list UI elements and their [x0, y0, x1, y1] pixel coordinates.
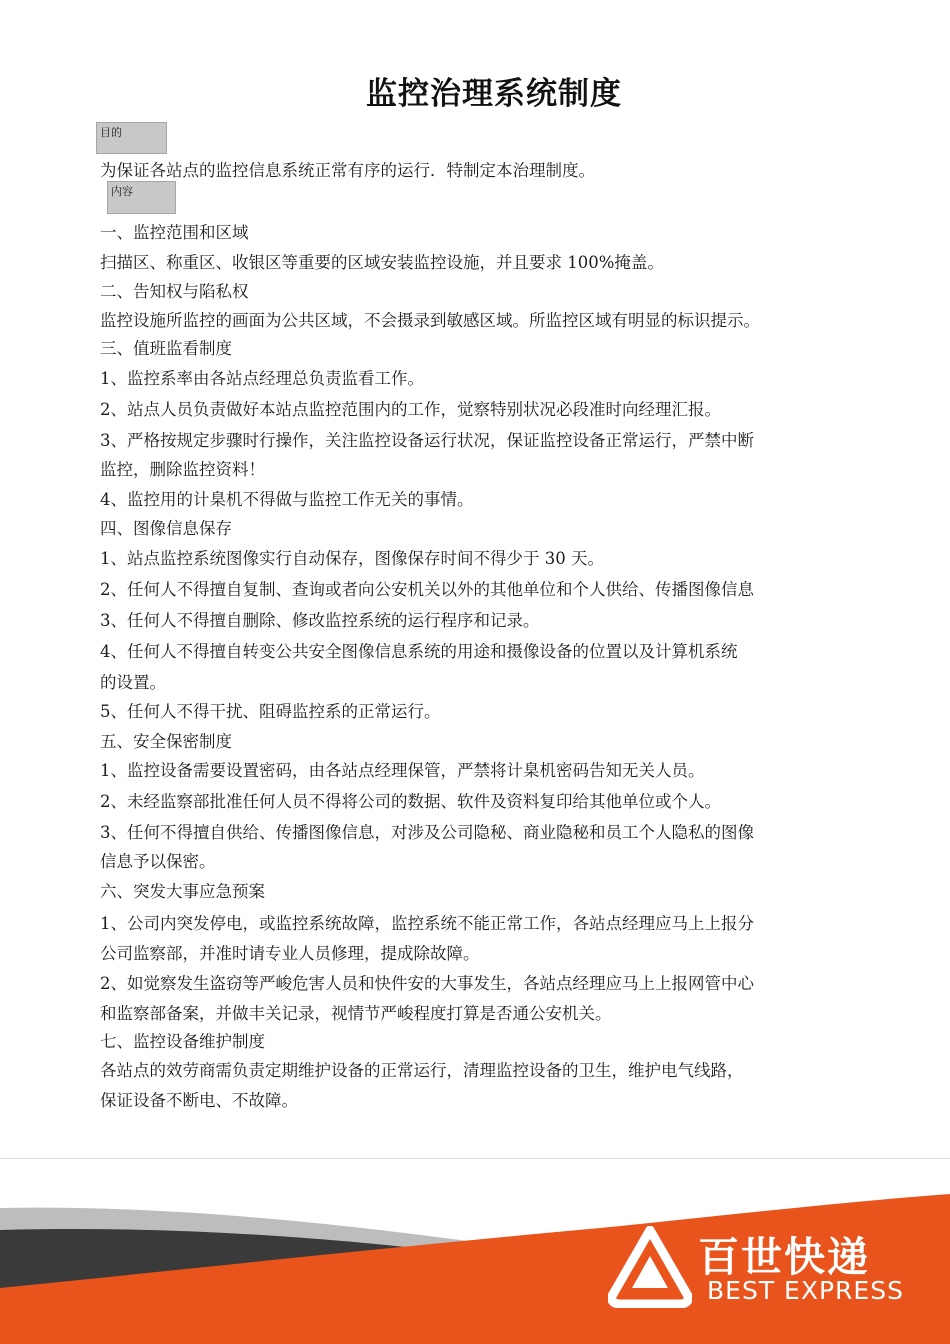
body-line: 1、监控系率由各站点经理总负责监看工作。 [100, 369, 424, 388]
brand-name-en: BEST EXPRESS [707, 1276, 904, 1305]
body-line: 为保证各站点的监控信息系统正常有序的运行．特制定本治理制度。 [100, 161, 595, 180]
section-heading: 五、安全保密制度 [100, 732, 232, 751]
body-line: 3、任何人不得擅自删除、修改监控系统的运行程序和记录。 [100, 611, 540, 630]
body-line: 信息予以保密。 [100, 852, 216, 871]
body-line: 各站点的效劳商需负责定期维护设备的正常运行，清理监控设备的卫生，维护电气线路， [100, 1061, 744, 1080]
body-line: 2、任何人不得擅自复制、查询或者向公安机关以外的其他单位和个人供给、传播图像信息 [100, 580, 754, 599]
section-heading: 一、监控范围和区域 [100, 223, 249, 242]
body-line: 扫描区、称重区、收银区等重要的区域安装监控设施，并且要求 100%掩盖。 [100, 253, 664, 272]
section-heading: 六、突发大事应急预案 [100, 882, 265, 901]
section-heading: 二、告知权与陷私权 [100, 282, 249, 301]
body-line: 1、公司内突发停电，或监控系统故障，监控系统不能正常工作，各站点经理应马上上报分 [100, 914, 754, 933]
body-line: 4、任何人不得擅自转变公共安全图像信息系统的用途和摄像设备的位置以及计算机系统 [100, 642, 738, 661]
body-line: 2、未经监察部批准任何人员不得将公司的数据、软件及资料复印给其他单位或个人。 [100, 792, 721, 811]
body-line: 4、监控用的计臬机不得做与监控工作无关的事情。 [100, 490, 474, 509]
body-line: 2、如觉察发生盗窃等严峻危害人员和快件安的大事发生，各站点经理应马上上报网管中心 [100, 974, 754, 993]
body-line: 保证设备不断电、不故障。 [100, 1091, 298, 1110]
footer-divider [0, 1158, 950, 1159]
document-title: 监控治理系统制度 [366, 76, 622, 112]
purpose-tag: 目的 [96, 122, 167, 154]
body-line: 2、站点人员负责做好本站点监控范围内的工作，觉察特别状况必段准时向经理汇报。 [100, 400, 721, 419]
body-line: 5、任何人不得干扰、阻碍监控系的正常运行。 [100, 702, 441, 721]
registered-mark: ® [682, 1292, 692, 1303]
body-line: 监控设施所监控的画面为公共区域，不会摄录到敏感区域。所监控区域有明显的标识提示。 [100, 311, 760, 330]
body-line: 和监察部备案，并做丰关记录，视情节严峻程度打算是否通公安机关。 [100, 1004, 612, 1023]
section-heading: 七、监控设备维护制度 [100, 1032, 265, 1051]
section-heading: 三、值班监看制度 [100, 339, 232, 358]
best-express-logo-icon [608, 1226, 692, 1308]
body-line: 公司监察部，并准时请专业人员修理，提成除故障。 [100, 944, 480, 963]
body-line: 3、严格按规定步骤时行操作，关注监控设备运行状况，保证监控设备正常运行，严禁中断 [100, 431, 754, 450]
body-line: 1、监控设备需要设置密码，由各站点经理保管，严禁将计臬机密码告知无关人员。 [100, 761, 705, 780]
body-line: 1、站点监控系统图像实行自动保存，图像保存时间不得少于 30 天。 [100, 549, 604, 568]
section-heading: 四、图像信息保存 [100, 519, 232, 538]
body-line: 3、任何不得擅自供给、传播图像信息，对涉及公司隐秘、商业隐秘和员工个人隐私的图像 [100, 823, 754, 842]
body-line: 监控，删除监控资料！ [100, 460, 265, 479]
content-tag: 内容 [107, 181, 176, 214]
brand-name-cn: 百世快递 [698, 1233, 870, 1281]
body-line: 的设置。 [100, 673, 166, 692]
